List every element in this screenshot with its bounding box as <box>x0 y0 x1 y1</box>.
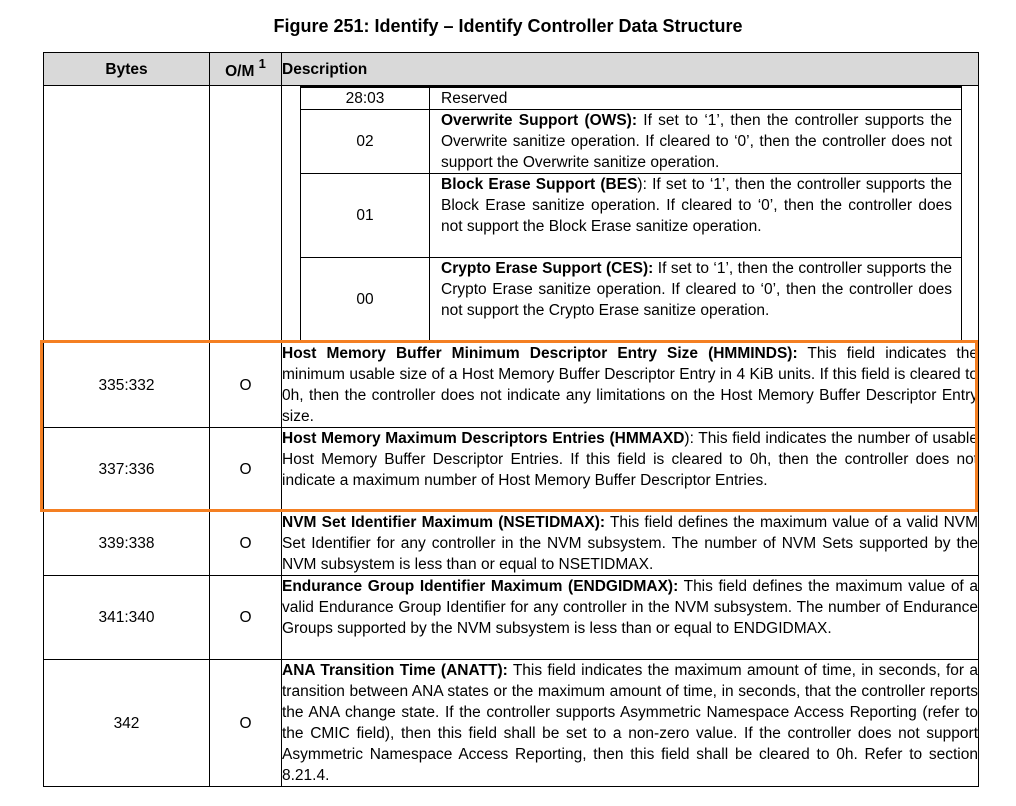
data-structure-table <box>43 52 979 787</box>
bit-range: 00 <box>301 258 430 342</box>
table-row <box>44 512 979 576</box>
bytes-cell: 342 <box>44 660 210 787</box>
bit-row <box>301 258 962 342</box>
table-row <box>44 343 979 428</box>
bit-description: Reserved <box>430 87 962 110</box>
figure-title: Figure 251: Identify – Identify Controller Data Structure <box>273 16 743 36</box>
header-bytes: Bytes <box>44 53 210 86</box>
om-cell: O <box>210 343 282 428</box>
table-row <box>44 660 979 787</box>
description-cell: Host Memory Buffer Minimum Descriptor Entry Size (HMMINDS): This field indicates the minimum usable size of a Host Memory Buffer Descriptor Entry in 4 KiB units. If this field is cleared to 0h, then the controller does not indicate any limitations on the Host Memory Buffer Descriptor Entry size. <box>282 343 979 428</box>
bit-description: Overwrite Support (OWS): If set to ‘1’, then the controller supports the Overwrite sanitize operation. If cleared to ‘0’, then the controller does not support the Overwrite sanitize operation. <box>430 110 962 174</box>
inner-table-cell <box>282 86 979 343</box>
om-cell: O <box>210 512 282 576</box>
om-cell: O <box>210 576 282 660</box>
bit-range: 01 <box>301 174 430 258</box>
bytes-cell: 335:332 <box>44 343 210 428</box>
bytes-cell: 337:336 <box>44 428 210 512</box>
bit-range: 28:03 <box>301 87 430 110</box>
description-cell: Host Memory Maximum Descriptors Entries (HMMAXD): This field indicates the number of usable Host Memory Buffer Descriptor Entries. If this field is cleared to 0h, then the controller does not indicate a maximum number of Host Memory Buffer Descriptor Entries. <box>282 428 979 512</box>
bit-row <box>301 110 962 174</box>
table-row-continued <box>44 86 979 343</box>
header-om: O/M $^1$ <box>210 53 282 86</box>
table-header <box>44 53 979 86</box>
table-row <box>44 576 979 660</box>
bit-description: Block Erase Support (BES): If set to ‘1’, then the controller supports the Block Erase sanitize operation. If cleared to ‘0’, then the controller does not support the Block Erase sanitize operation. <box>430 174 962 258</box>
bit-range: 02 <box>301 110 430 174</box>
table-row <box>44 428 979 512</box>
om-cell: O <box>210 428 282 512</box>
bytes-cell-empty <box>44 86 210 343</box>
bit-description: Crypto Erase Support (CES): If set to ‘1’, then the controller supports the Crypto Erase sanitize operation. If cleared to ‘0’, then the controller does not support the Crypto Erase sanitize operation. <box>430 258 962 342</box>
bit-row <box>301 87 962 110</box>
bytes-cell: 341:340 <box>44 576 210 660</box>
description-cell: ANA Transition Time (ANATT): This field indicates the maximum amount of time, in seconds, for a transition between ANA states or the maximum amount of time, in seconds, that the controller reports the ANA change state. If the controller supports Asymmetric Namespace Access Reporting (refer to the CMIC field), then this field shall be set to a non-zero value. If the controller does not support Asymmetric Namespace Access Reporting, then this field shall be cleared to 0h. Refer to section 8.21.4. <box>282 660 979 787</box>
footnote-marker: 1 <box>258 56 266 72</box>
om-cell: O <box>210 660 282 787</box>
description-cell: Endurance Group Identifier Maximum (ENDGIDMAX): This field defines the maximum value of a valid Endurance Group Identifier for any controller in the NVM subsystem. The number of Endurance Groups supported by the NVM subsystem is less than or equal to ENDGIDMAX. <box>282 576 979 660</box>
om-cell-empty <box>210 86 282 343</box>
bytes-cell: 339:338 <box>44 512 210 576</box>
bit-definition-table <box>300 86 962 342</box>
description-cell: NVM Set Identifier Maximum (NSETIDMAX): This field defines the maximum value of a valid NVM Set Identifier for any controller in the NVM subsystem. The number of NVM Sets supported by the NVM subsystem is less than or equal to NSETIDMAX. <box>282 512 979 576</box>
bit-row <box>301 174 962 258</box>
header-description: Description <box>282 53 979 86</box>
